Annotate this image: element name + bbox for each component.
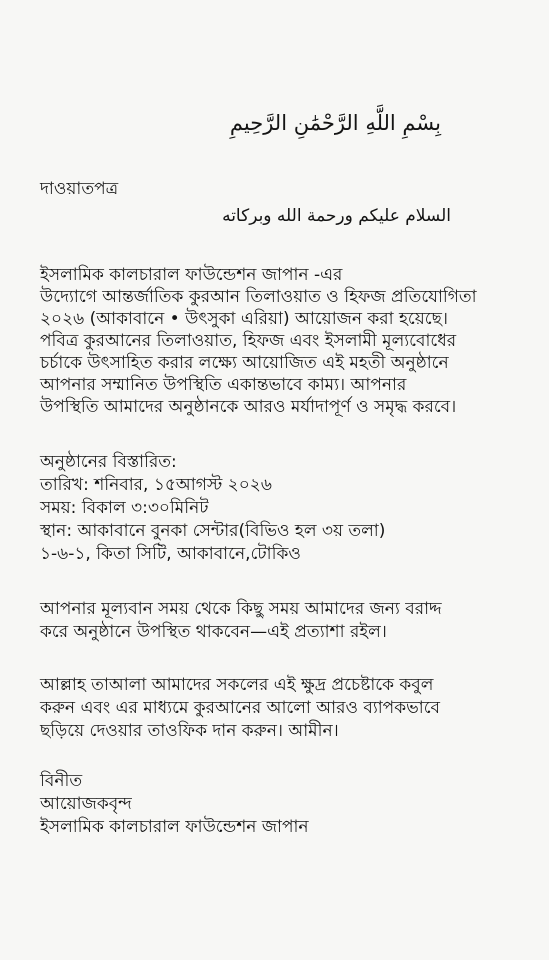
signature-closing: বিনীত (40, 771, 83, 791)
intro-line: ইসলামিক কালচারাল ফাউন্ডেশন জাপান -এর (40, 265, 343, 285)
signature-organizers: আয়োজকবৃন্দ (40, 794, 132, 814)
intro-line: উপস্থিতি আমাদের অনুষ্ঠানকে আরও মর্যাদাপূর্ণ ও সমৃদ্ধ করবে। (40, 397, 457, 417)
intro-line: ২০২৬ (আকাবানে • উৎসুকা এরিয়া) আয়োজন করা হয়েছে। (40, 309, 448, 329)
intro-line: উদ্যোগে আন্তর্জাতিক কুরআন তিলাওয়াত ও হিফজ প্রতিযোগিতা (40, 287, 477, 307)
prayer-line: ছড়িয়ে দেওয়ার তাওফিক দান করুন। আমীন। (40, 721, 339, 741)
letter-title: দাওয়াতপত্র (40, 179, 119, 199)
signature-organization: ইসলামিক কালচারাল ফাউন্ডেশন জাপান (40, 817, 309, 837)
details-heading: অনুষ্ঠানের বিস্তারিত: (40, 452, 177, 472)
intro-line: পবিত্র কুরআনের তিলাওয়াত, হিফজ এবং ইসলামী মূল্যবোধের (40, 331, 457, 351)
event-time: সময়: বিকাল ৩:৩০মিনিট (40, 498, 209, 518)
request-line: করে অনুষ্ঠানে উপস্থিত থাকবেন—এই প্রত্যাশা রইল। (40, 622, 387, 642)
prayer-line: করুন এবং এর মাধ্যমে কুরআনের আলো আরও ব্যাপকভাবে (40, 698, 440, 718)
event-address: ১-৬-১, কিতা সিটি, আকাবানে,টোকিও (40, 544, 301, 564)
request-line: আপনার মূল্যবান সময় থেকে কিছু সময় আমাদের জন্য বরাদ্দ (40, 599, 442, 619)
prayer-line: আল্লাহ তাআলা আমাদের সকলের এই ক্ষুদ্র প্রচেষ্টাকে কবুল (40, 675, 434, 695)
intro-line: চর্চাকে উৎসাহিত করার লক্ষ্যে আয়োজিত এই মহতী অনুষ্ঠানে (40, 353, 449, 373)
event-date: তারিখ: শনিবার, ১৫আগস্ট ২০২৬ (40, 475, 272, 495)
salam-greeting: السلام عليكم ورحمة الله وبركاته (222, 206, 451, 226)
bismillah-header: بِسْمِ اللَّهِ الرَّحْمَٰنِ الرَّحِيمِ (229, 111, 441, 135)
event-venue: স্থান: আকাবানে বুনকা সেন্টার(বিভিও হল ৩য় তলা) (40, 521, 386, 541)
intro-line: আপনার সম্মানিত উপস্থিতি একান্তভাবে কাম্য। আপনার (40, 375, 407, 395)
